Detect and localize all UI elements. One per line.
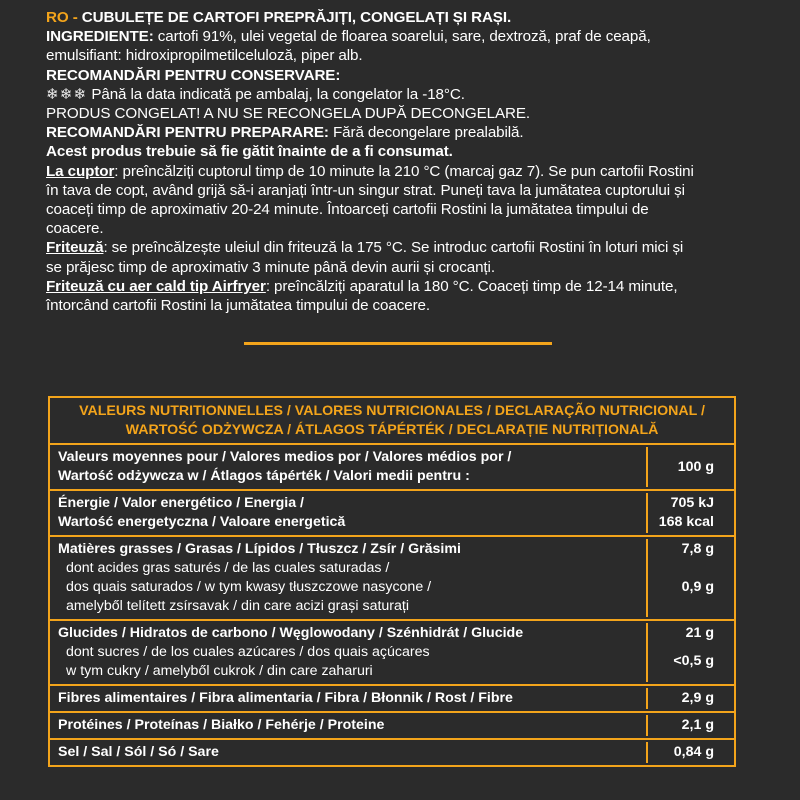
protein-amount: 2,1 g (681, 717, 714, 733)
fryer-line: se prăjesc timp de aproximativ 3 minute până devin aurii și crocanți. (46, 258, 495, 276)
carbs-label: Glucides / Hidratos de carbono / Węglowodany / Szénhidrát / Glucide (58, 625, 524, 641)
row-label (50, 447, 646, 487)
ingredients-line: cartofi 91%, ulei vegetal de floarea soarelui, sare, dextroză, praf de ceapă, (157, 28, 651, 46)
fibre-amount: 2,9 g (681, 690, 714, 706)
carbs-values (646, 623, 734, 682)
table-row-fibre (50, 684, 734, 711)
row-label (50, 493, 646, 533)
saturated-value: 0,9 g (681, 579, 714, 595)
salt-label: Sel / Sal / Sól / Só / Sare (58, 744, 219, 760)
oven-text: : preîncălziți cuptorul timp de 10 minute la 210 °C (marcaj gaz 7). Se pun cartofii Rostini (114, 162, 694, 180)
sugars-label: w tym cukry / amelyből cukrok / din care zaharuri (66, 663, 373, 679)
table-row-fat (50, 535, 734, 619)
table-row-salt (50, 738, 734, 765)
no-refreeze-warning: PRODUS CONGELAT! A NU SE RECONGELA DUPĂ DECONGELARE. (46, 105, 531, 123)
fat-label: Matières grasses / Grasas / Lípidos / Tłuszcz / Zsír / Grăsimi (58, 541, 461, 557)
per-amount: 100 g (677, 458, 714, 475)
per-value (646, 447, 734, 487)
storage-heading: RECOMANDĂRI PENTRU CONSERVARE: (46, 66, 341, 84)
orange-divider (244, 342, 552, 345)
sugars-value: <0,5 g (673, 653, 714, 669)
energy-value (646, 493, 734, 533)
carbs-value: 21 g (685, 625, 714, 641)
storage-text: Până la data indicată pe ambalaj, la congelator la -18°C. (91, 85, 465, 103)
energy-label: Wartość energetyczna / Valoare energetică (58, 514, 346, 530)
ingredients (46, 27, 746, 46)
fryer-text: : se preîncălzește uleiul din friteuză la 175 °C. Se introduc cartofii Rostini în loturi mici și (103, 239, 684, 257)
product-info-text (46, 8, 746, 315)
airfryer-label: Friteuză cu aer cald tip Airfryer (46, 277, 266, 295)
row-label (50, 539, 646, 617)
product-title (46, 8, 746, 27)
sugars-label: dont sucres / de los cuales azúcares / dos quais açúcares (66, 644, 430, 660)
language-tag: RO - (46, 9, 78, 26)
fryer-instructions (46, 238, 746, 257)
prep-text: Fără decongelare prealabilă. (332, 124, 524, 142)
protein-label: Protéines / Proteínas / Białko / Fehérje / Proteine (58, 717, 385, 733)
salt-amount: 0,84 g (673, 744, 714, 760)
fibre-value (646, 688, 734, 709)
fat-value: 7,8 g (681, 541, 714, 557)
energy-label: Énergie / Valor energético / Energia / (58, 495, 305, 511)
saturated-label: dos quais saturados / w tym kwasy tłuszczowe nasycone / (66, 579, 432, 595)
ingredients-cont: emulsifiant: hidroxipropilmetilceluloză, piper alb. (46, 47, 363, 65)
row-label (50, 623, 646, 682)
nutrition-table-header (50, 398, 734, 443)
fat-values (646, 539, 734, 617)
ingredients-label: INGREDIENTE: (46, 28, 154, 46)
row-label (50, 715, 646, 736)
fibre-label: Fibres alimentaires / Fibra alimentaria / Fibra / Błonnik / Rost / Fibre (58, 690, 513, 706)
product-title-text: CUBULEȚE DE CARTOFI PREPRĂJIȚI, CONGELAȚI ȘI RAȘI. (81, 9, 512, 26)
salt-value (646, 742, 734, 763)
airfryer-text: : preîncălziți aparatul la 180 °C. Coaceți timp de 12-14 minute, (265, 277, 678, 295)
saturated-label: dont acides gras saturés / de las cuales saturadas / (66, 560, 390, 576)
per-label: Wartość odżywcza w / Átlagos tápérték / Valori medii pentru : (58, 468, 470, 484)
snowflake-icon: ❄❄❄ (46, 85, 88, 103)
airfryer-instructions (46, 277, 746, 296)
table-row-per (50, 443, 734, 489)
oven-instructions (46, 162, 746, 181)
storage-line (46, 85, 746, 104)
table-row-protein (50, 711, 734, 738)
table-row-energy (50, 489, 734, 535)
oven-line: coaceți timp de aproximativ 20-24 minute. Întoarceți cartofii Rostini la jumătatea timpului de (46, 201, 649, 219)
prep-recommendation (46, 123, 746, 142)
airfryer-line: întorcând cartofii Rostini la jumătatea timpului de coacere. (46, 297, 431, 315)
fryer-label: Friteuză (46, 239, 104, 257)
energy-kcal: 168 kcal (658, 514, 714, 530)
oven-line: în tava de copt, având grijă să-i aranjați într-un singur strat. Puneți tava la jumătatea cuptorului și (46, 181, 685, 199)
nutrition-table (48, 396, 736, 767)
header-line: WARTOŚĆ ODŻYWCZA / ÁTLAGOS TÁPÉRTÉK / DECLARAȚIE NUTRIȚIONALĂ (125, 422, 659, 438)
protein-value (646, 715, 734, 736)
table-row-carbs (50, 619, 734, 684)
saturated-label: amelyből telített zsírsavak / din care acizi grași saturați (66, 598, 410, 614)
row-label (50, 742, 646, 763)
oven-label: La cuptor (46, 162, 115, 180)
oven-line: coacere. (46, 220, 104, 238)
energy-kj: 705 kJ (670, 495, 714, 511)
row-label (50, 688, 646, 709)
prep-heading: RECOMANDĂRI PENTRU PREPARARE: (46, 124, 329, 142)
per-label: Valeurs moyennes pour / Valores medios por / Valores médios por / (58, 449, 512, 465)
header-line: VALEURS NUTRITIONNELLES / VALORES NUTRICIONALES / DECLARAÇÃO NUTRICIONAL / (79, 403, 705, 419)
must-cook-notice: Acest produs trebuie să fie gătit înainte de a fi consumat. (46, 143, 453, 161)
